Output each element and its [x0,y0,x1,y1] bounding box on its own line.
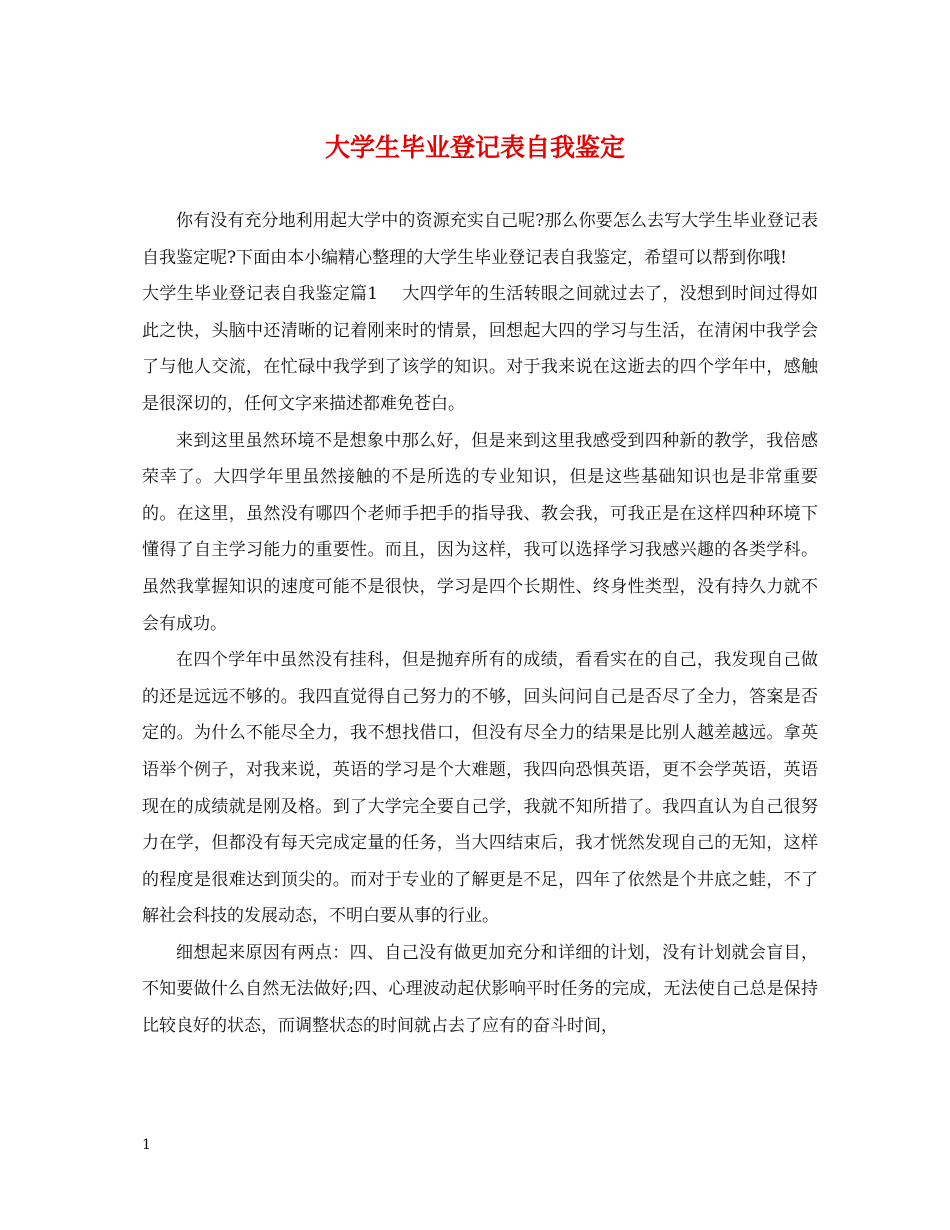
section-first-paragraph-text: 大四学年的生活转眼之间就过去了，没想到时间过得如此之快，头脑中还清晰的记着刚来时的情景，回想起大四的学习与生活，在清闲中我学会了与他人交流，在忙碌中我学到了该学的知识。对于我来说在这逝去的四个学年中，感触是很深切的，任何文字来描述都难免苍白。 [142,284,818,414]
section-first-paragraph [142,276,818,422]
body-paragraph: 来到这里虽然环境不是想象中那么好，但是来到这里我感受到四种新的教学，我倍感荣幸了。大四学年里虽然接触的不是所选的专业知识，但是这些基础知识也是非常重要的。在这里，虽然没有哪四个老师手把手的指导我、教会我，可我正是在这样四种环境下懂得了自主学习能力的重要性。而且，因为这样，我可以选择学习我感兴趣的各类学科。虽然我掌握知识的速度可能不是很快，学习是四个长期性、终身性类型，没有持久力就不会有成功。 [142,430,818,634]
document-title: 大学生毕业登记表自我鉴定 [324,133,625,162]
document-body [142,203,818,1045]
body-paragraph: 在四个学年中虽然没有挂科，但是抛弃所有的成绩，看看实在的自己，我发现自己做的还是远远不够的。我四直觉得自己努力的不够，回头问问自己是否尽了全力，答案是否定的。为什么不能尽全力，我不想找借口，但没有尽全力的结果是比别人越差越远。拿英语举个例子，对我来说，英语的学习是个大难题，我四向恐惧英语，更不会学英语，英语现在的成绩就是刚及格。到了大学完全要自己学，我就不知所措了。我四直认为自己很努力在学，但都没有每天完成定量的任务，当大四结束后，我才恍然发现自己的无知，这样的程度是很难达到顶尖的。而对于专业的了解更是不足，四年了依然是个井底之蛙，不了解社会科技的发展动态，不明白要从事的行业。 [142,650,818,927]
section-heading: 大学生毕业登记表自我鉴定篇1 [142,284,379,305]
body-paragraph: 细想起来原因有两点：四、自己没有做更加充分和详细的计划，没有计划就会盲目，不知要做什么自然无法做好;四、心理波动起伏影响平时任务的完成，无法使自己总是保持比较良好的状态，而调整状态的时间就占去了应有的奋斗时间， [142,942,818,1037]
intro-paragraph: 你有没有充分地利用起大学中的资源充实自己呢?那么你要怎么去写大学生毕业登记表自我鉴定呢?下面由本小编精心整理的大学生毕业登记表自我鉴定，希望可以帮到你哦! [142,211,818,268]
page-number: 1 [142,1137,151,1153]
